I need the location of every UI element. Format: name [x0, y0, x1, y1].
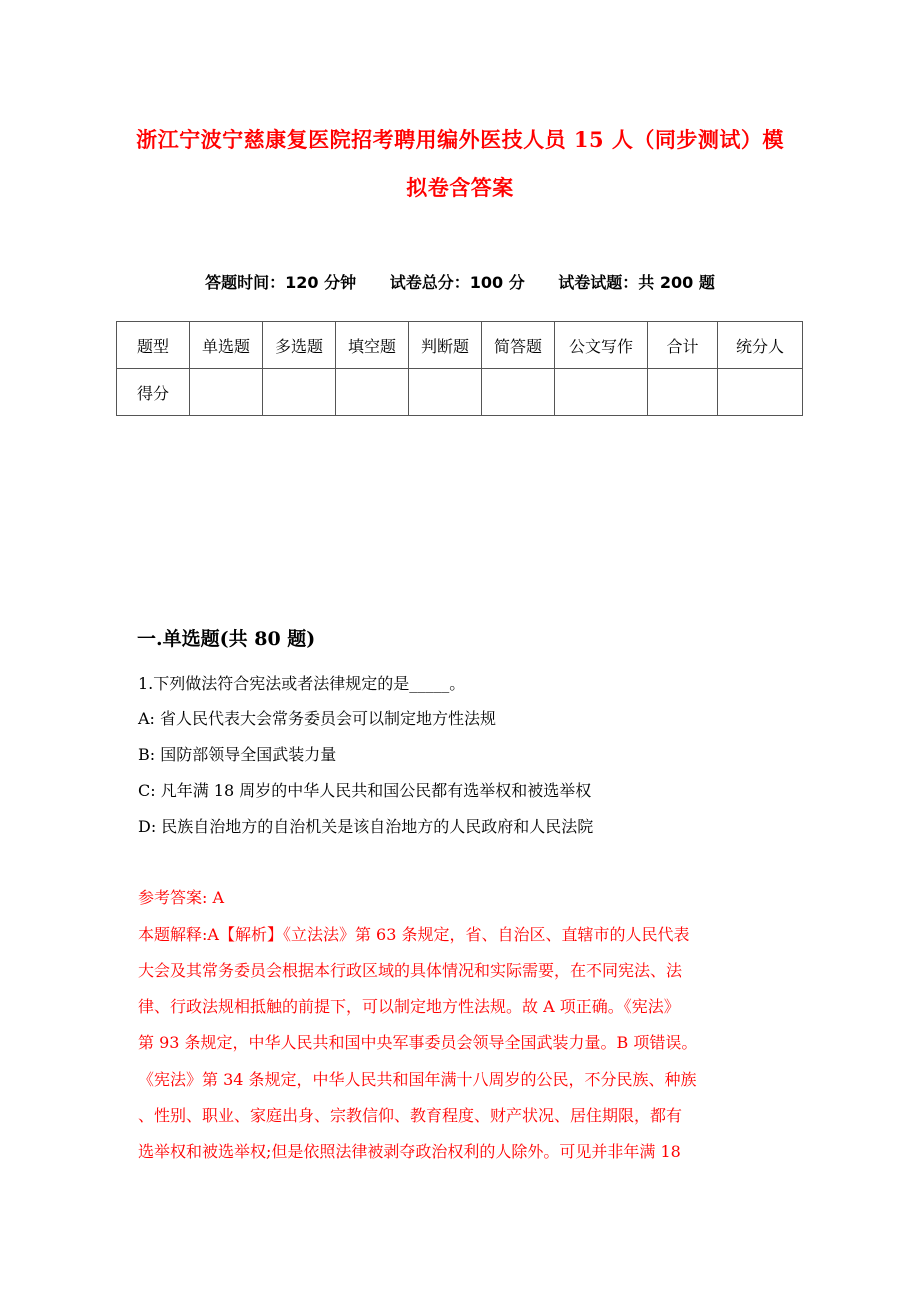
- score-table-row-label: 得分: [117, 369, 190, 416]
- score-cell: [648, 369, 718, 416]
- exam-total-questions: 试卷试题：共 200 题: [558, 273, 715, 292]
- explanation-line: 第 93 条规定，中华人民共和国中央军事委员会领导全国武装力量。B 项错误。: [138, 1033, 698, 1052]
- score-table-header-cell: 判断题: [409, 322, 482, 369]
- score-table-score-row: [117, 369, 803, 416]
- section-heading: 一.单选题(共 80 题): [137, 628, 316, 650]
- reference-answer: 参考答案: A: [138, 888, 225, 907]
- option-a: A: 省人民代表大会常务委员会可以制定地方性法规: [138, 709, 497, 728]
- score-table-header-cell: 题型: [117, 322, 190, 369]
- score-table-header-cell: 单选题: [190, 322, 263, 369]
- score-cell: [555, 369, 648, 416]
- document-title-line-1: 浙江宁波宁慈康复医院招考聘用编外医技人员 15 人（同步测试）模: [136, 127, 784, 152]
- exam-total-score: 试卷总分：100 分: [389, 273, 525, 292]
- explanation-line: 本题解释:A【解析】《立法法》第 63 条规定，省、自治区、直辖市的人民代表: [138, 925, 690, 944]
- question-stem: 1.下列做法符合宪法或者法律规定的是_____。: [138, 674, 466, 693]
- score-table-header-cell: 简答题: [482, 322, 555, 369]
- score-cell: [336, 369, 409, 416]
- exam-meta: [0, 270, 920, 293]
- score-cell: [482, 369, 555, 416]
- document-title-line-2: 拟卷含答案: [406, 175, 514, 200]
- score-table-header-cell: 多选题: [263, 322, 336, 369]
- score-table-header-cell: 合计: [648, 322, 718, 369]
- score-table: [116, 321, 803, 416]
- explanation-line: 选举权和被选举权;但是依照法律被剥夺政治权利的人除外。可见并非年满 18: [138, 1142, 681, 1161]
- explanation-line: 律、行政法规相抵触的前提下，可以制定地方性法规。故 A 项正确。《宪法》: [138, 997, 680, 1016]
- exam-time: 答题时间：120 分钟: [205, 273, 357, 292]
- score-table-header-cell: 统分人: [718, 322, 803, 369]
- score-cell: [409, 369, 482, 416]
- score-cell: [263, 369, 336, 416]
- explanation-line: 《宪法》第 34 条规定，中华人民共和国年满十八周岁的公民，不分民族、种族: [138, 1070, 697, 1089]
- score-table-header-row: [117, 322, 803, 369]
- explanation-line: 、性别、职业、家庭出身、宗教信仰、教育程度、财产状况、居住期限，都有: [138, 1106, 683, 1125]
- option-c: C: 凡年满 18 周岁的中华人民共和国公民都有选举权和被选举权: [138, 781, 592, 800]
- option-d: D: 民族自治地方的自治机关是该自治地方的人民政府和人民法院: [138, 817, 594, 836]
- score-cell: [718, 369, 803, 416]
- score-table-header-cell: 公文写作: [555, 322, 648, 369]
- score-cell: [190, 369, 263, 416]
- explanation-line: 大会及其常务委员会根据本行政区域的具体情况和实际需要，在不同宪法、法: [138, 961, 683, 980]
- option-b: B: 国防部领导全国武装力量: [138, 745, 337, 764]
- score-table-header-cell: 填空题: [336, 322, 409, 369]
